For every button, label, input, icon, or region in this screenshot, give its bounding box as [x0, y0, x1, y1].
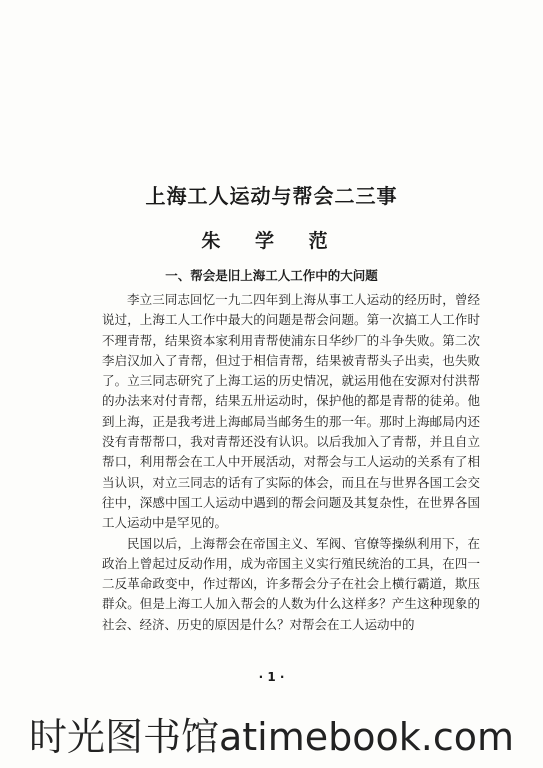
- paragraph-2: 民国以后，上海帮会在帝国主义、军阀、官僚等操纵利用下，在政治上曾起过反动作用，成为帝国主义实行殖民统治的工具，在四一二反革命政变中，作过帮凶，许多帮会分子在社会上横行霸道，欺压群众。但是上海工人加入帮会的人数为什么这样多？产生这种现象的社会、经济、历史的原因是什么？对帮会在工人运动中的: [102, 535, 480, 632]
- author-name: 朱 学 范: [201, 230, 342, 252]
- page-number: · 1 ·: [258, 670, 285, 684]
- article-title: 上海工人运动与帮会二三事: [145, 184, 398, 208]
- paragraph-1: 李立三同志回忆一九二四年到上海从事工人运动的经历时，曾经说过，上海工人工作中最大的问题是帮会问题。第一次搞工人工作时不理青帮，结果资本家利用青帮使浦东日华纱厂的斗争失败。第二次李启汉加入了青帮，但过于相信青帮，结果被青帮头子出卖，也失败了。立三同志研究了上海工运的历史情况，就运用他在安源对付洪帮的办法来对付青帮，结果五卅运动时，保护他的都是青帮的徒弟。他到上海，正是我考进上海邮局当邮务生的那一年。那时上海邮局内还没有青帮帮口，我对青帮还没有认识。以后我加入了青帮，并且自立帮口，利用帮会在工人中开展活动，对帮会与工人运动的关系有了相当认识，对立三同志的话有了实际的体会，而且在与世界各国工会交往中，深感中国工人运动中遇到的帮会问题及其复杂性，在世界各国工人运动中是罕见的。: [102, 292, 480, 531]
- article-body: [102, 290, 480, 635]
- section-heading: 一、帮会是旧上海工人工作中的大问题: [165, 268, 378, 283]
- watermark-text: 时光图书馆atimebook.com: [28, 715, 514, 759]
